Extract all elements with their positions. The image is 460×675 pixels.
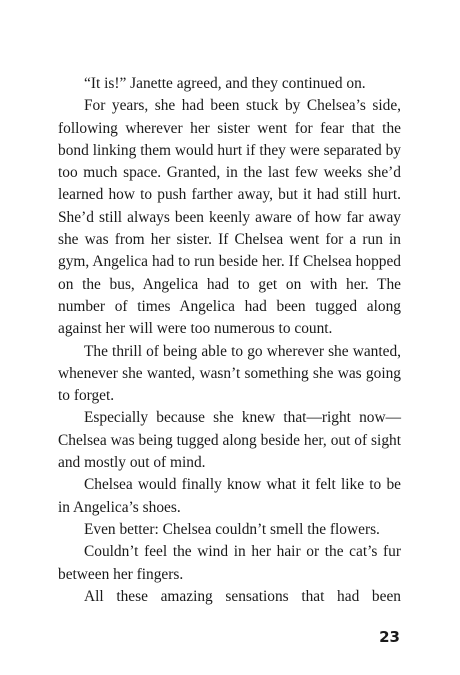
paragraph-8: All these amazing sensations that had been <box>84 587 401 605</box>
page-number: 23 <box>379 628 400 646</box>
paragraph-7: Couldn’t feel the wind in her hair or the cat’s fur between her fingers. <box>58 543 401 583</box>
paragraph-5: Chelsea would finally know what it felt like to be in Angelica’s shoes. <box>58 476 401 516</box>
paragraph-2: For years, she had been stuck by Chelsea’s side, following wherever her sister went for fear that the bond linking them would hurt if they were separated by too much space. Granted, in the last few weeks she’d learned how to push farther away, but it had still hurt. She’d still always been keenly aware of how far away she was from her sister. If Chelsea went for a run in gym, Angelica had to run beside her. If Chelsea hopped on the bus, Angelica had to get on with her. The number of times Angelica had been tugged along against her will were too numerous to count. <box>58 97 401 338</box>
paragraph-6: Even better: Chelsea couldn’t smell the flowers. <box>84 520 380 538</box>
body-text <box>58 73 401 608</box>
paragraph-4: Especially because she knew that—right now—Chelsea was being tugged along beside her, out of sight and mostly out of mind. <box>58 409 401 472</box>
paragraph-1: “It is!” Janette agreed, and they continued on. <box>84 75 366 92</box>
paragraph-3: The thrill of being able to go wherever she wanted, whenever she wanted, wasn’t something she was going to forget. <box>58 342 401 405</box>
